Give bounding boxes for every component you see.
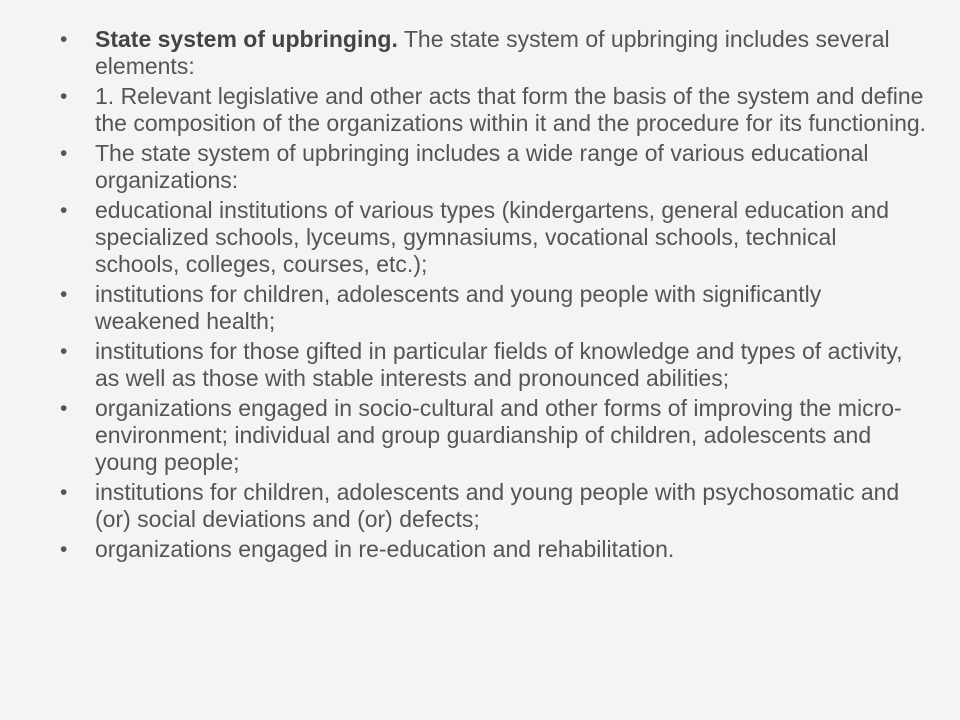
bullet-marker: • <box>60 85 68 108</box>
bullet-text: institutions for those gifted in particular fields of knowledge and types of activity, as well as those with stable interests and pronounced abilities; <box>95 338 903 391</box>
bullet-marker: • <box>60 199 68 222</box>
bullet-list <box>57 26 927 563</box>
bullet-marker: • <box>60 538 68 561</box>
bullet-marker: • <box>60 283 68 306</box>
bullet-item-2 <box>57 83 927 137</box>
bullet-marker: • <box>60 481 68 504</box>
bullet-item-7 <box>57 395 927 476</box>
bullet-item-5 <box>57 281 927 335</box>
bullet-bold-lead: State system of upbringing. <box>95 26 398 52</box>
bullet-marker: • <box>60 397 68 420</box>
bullet-text: organizations engaged in socio-cultural and other forms of improving the micro-environment; individual and group guardianship of children, adolescents and young people; <box>95 395 902 475</box>
bullet-marker: • <box>60 340 68 363</box>
bullet-text: organizations engaged in re-education and rehabilitation. <box>95 536 675 562</box>
bullet-text: institutions for children, adolescents and young people with psychosomatic and (or) social deviations and (or) defects; <box>95 479 900 532</box>
bullet-item-3 <box>57 140 927 194</box>
bullet-item-6 <box>57 338 927 392</box>
bullet-marker: • <box>60 28 68 51</box>
bullet-text: The state system of upbringing includes several elements: <box>95 26 890 79</box>
bullet-text: The state system of upbringing includes a wide range of various educational organizations: <box>95 140 869 193</box>
bullet-item-9 <box>57 536 927 563</box>
slide-content <box>57 26 927 566</box>
bullet-text: institutions for children, adolescents and young people with significantly weakened health; <box>95 281 822 334</box>
bullet-item-8 <box>57 479 927 533</box>
bullet-text: educational institutions of various types (kindergartens, general education and specialized schools, lyceums, gymnasiums, vocational schools, technical schools, colleges, courses, etc.); <box>95 197 889 277</box>
bullet-item-4 <box>57 197 927 278</box>
bullet-marker: • <box>60 142 68 165</box>
bullet-item-1 <box>57 26 927 80</box>
bullet-text: 1. Relevant legislative and other acts that form the basis of the system and define the composition of the organizations within it and the procedure for its functioning. <box>95 83 927 136</box>
